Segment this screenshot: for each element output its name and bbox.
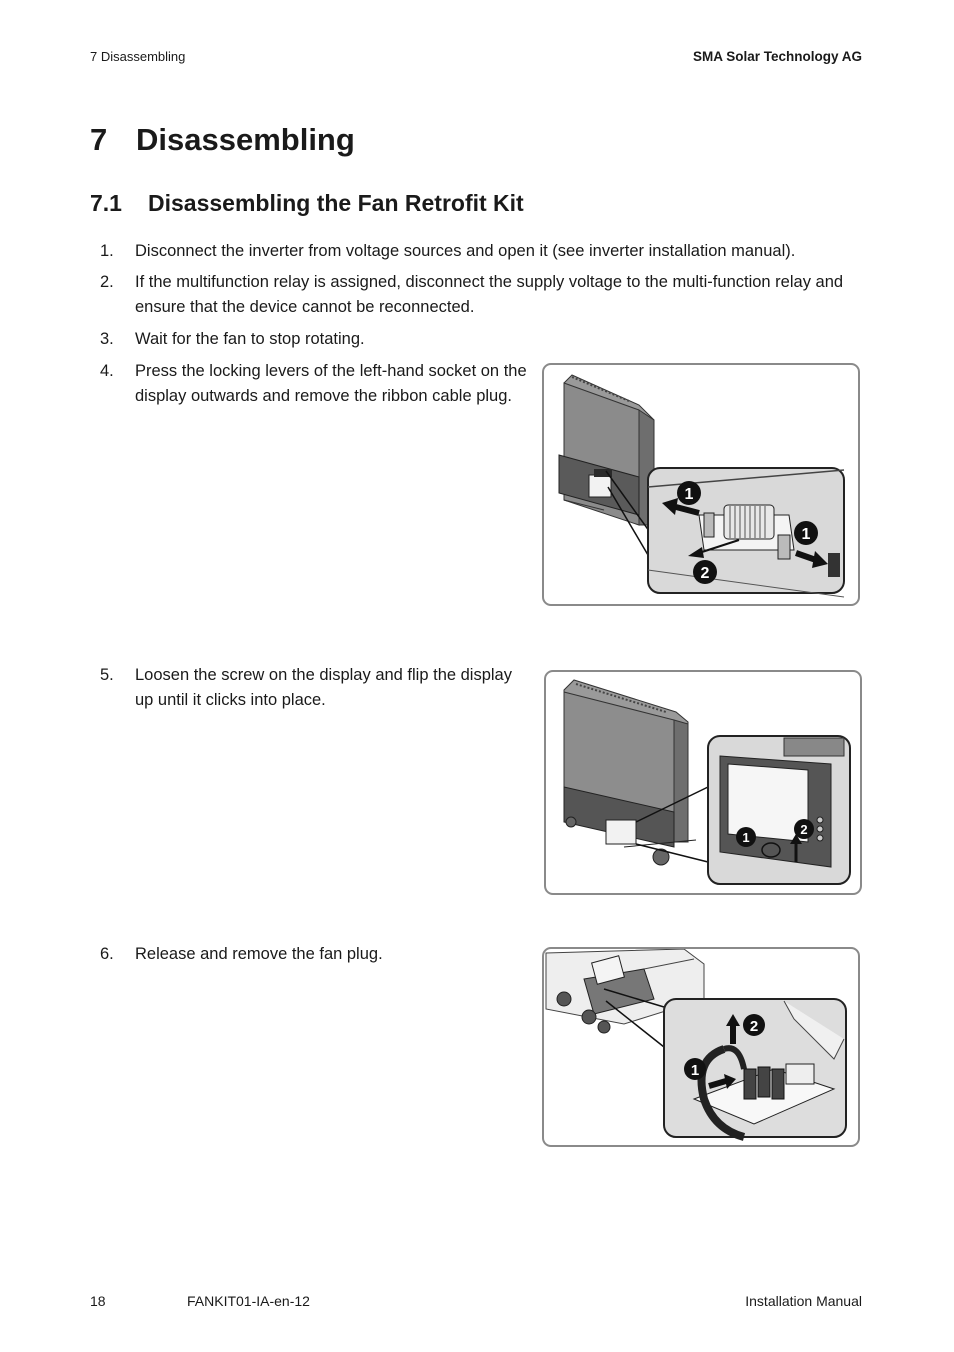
section-title: Disassembling the Fan Retrofit Kit: [148, 190, 524, 216]
marker-1: 1: [801, 526, 811, 543]
step-text: Release and remove the fan plug.: [135, 945, 383, 963]
section-number: 7.1: [90, 190, 122, 216]
step-text: Wait for the fan to stop rotating.: [135, 330, 365, 348]
chapter-title: Disassembling: [136, 122, 355, 157]
figure-ribbon-cable-removal: [542, 363, 860, 606]
section-heading: [90, 190, 524, 217]
step-4: [90, 359, 530, 409]
step-2: [90, 270, 870, 320]
marker-2: 2: [749, 1018, 759, 1035]
document-id: FANKIT01-IA-en-12: [187, 1293, 310, 1309]
document-type: Installation Manual: [745, 1293, 862, 1309]
figure-fan-plug-removal: [542, 947, 860, 1147]
ribbon-cable-illustration: [544, 365, 858, 604]
marker-1: 1: [690, 1062, 700, 1079]
display-flip-illustration: [546, 672, 860, 893]
marker-1: 1: [684, 486, 694, 503]
marker-2: 2: [700, 565, 710, 582]
marker-1: 1: [742, 830, 750, 845]
step-5: [90, 663, 530, 713]
figure-display-flip-up: [544, 670, 862, 895]
step-6: [90, 942, 530, 967]
marker-2: 2: [800, 822, 808, 837]
step-number: 1.: [100, 242, 114, 260]
running-header-chapter: 7 Disassembling: [90, 49, 186, 64]
step-number: 5.: [100, 666, 114, 684]
fan-plug-illustration: [544, 949, 858, 1145]
step-text: Press the locking levers of the left-hand socket on the display outwards and remove the ribbon cable plug.: [135, 362, 527, 405]
step-number: 2.: [100, 273, 114, 291]
step-3: [90, 327, 870, 352]
page-number: 18: [90, 1293, 106, 1309]
step-text: Loosen the screw on the display and flip the display up until it clicks into place.: [135, 666, 512, 709]
chapter-number: 7: [90, 122, 108, 157]
step-number: 6.: [100, 945, 114, 963]
step-number: 3.: [100, 330, 114, 348]
step-1: [90, 239, 870, 264]
step-number: 4.: [100, 362, 114, 380]
step-text: Disconnect the inverter from voltage sources and open it (see inverter installation manual).: [135, 242, 796, 260]
running-header-company: SMA Solar Technology AG: [692, 49, 862, 64]
step-text: If the multifunction relay is assigned, disconnect the supply voltage to the multi-function relay and ensure that the device cannot be reconnected.: [135, 273, 844, 316]
chapter-heading: [90, 122, 355, 158]
